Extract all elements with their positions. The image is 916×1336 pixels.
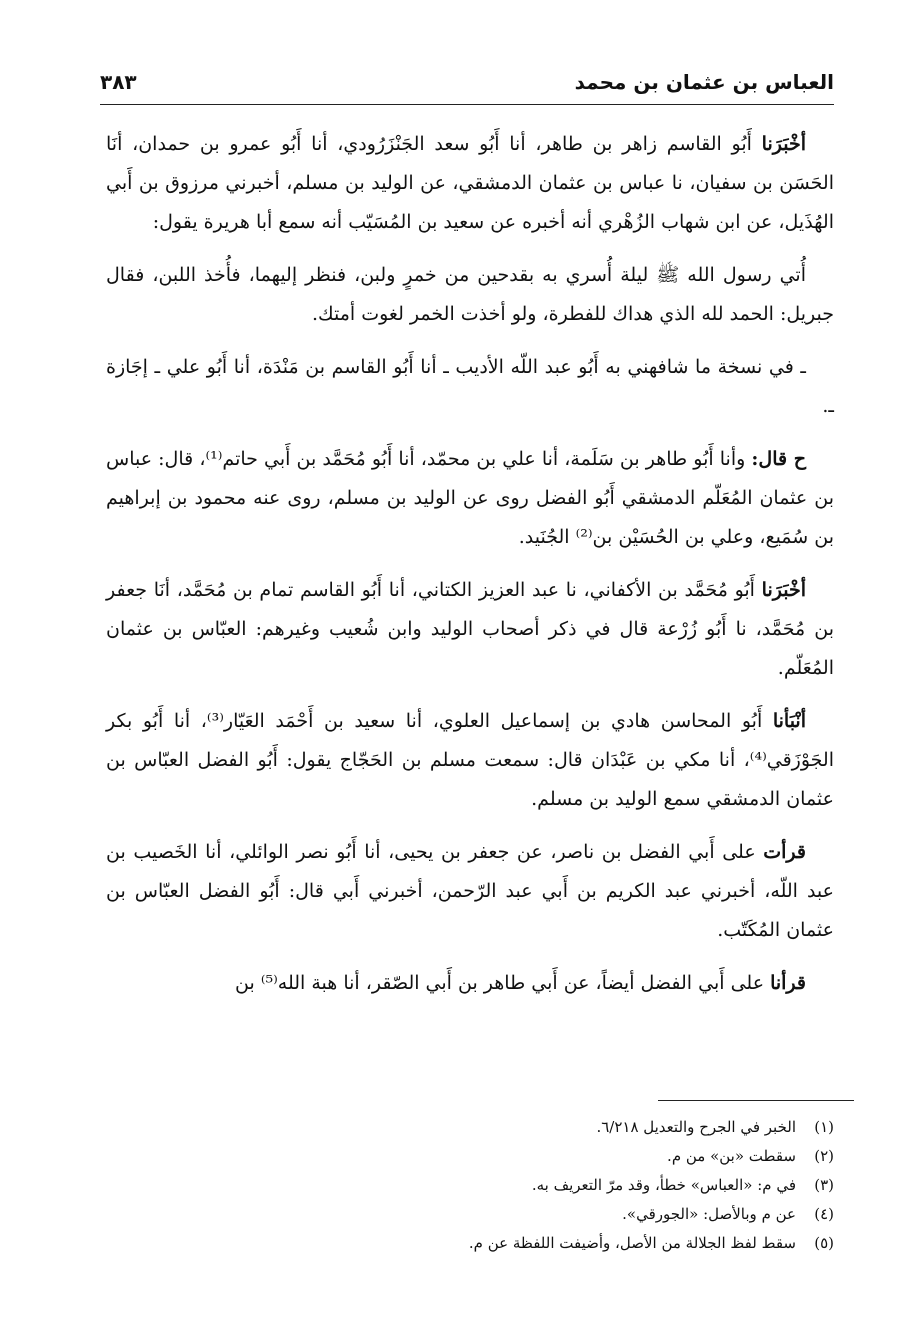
footnote-number: (٤) xyxy=(814,1205,834,1223)
footnote-number: (١) xyxy=(814,1118,834,1136)
paragraph-text: ـ في نسخة ما شافهني به أَبُو عبد اللّه الأديب ـ أنا أَبُو القاسم بن مَنْدَة، أنا أَبُو علي ـ إجَازة ـ. xyxy=(106,356,834,417)
footnote-text: عن م وبالأصل: «الجورقي». xyxy=(622,1205,796,1223)
footnote xyxy=(200,1113,834,1142)
paragraph-lead: أخْبَرَنا xyxy=(761,579,806,601)
footnote-text: سقط لفظ الجلالة من الأصل، وأضيفت اللفظة عن م. xyxy=(468,1234,796,1252)
footnote-number: (٢) xyxy=(814,1147,834,1165)
footnote-separator xyxy=(658,1100,854,1101)
paragraph-text: أُتي رسول الله ﷺ ليلة أُسري به بقدحين من خمرٍ ولبن، فنظر إليهما، فأُخذ اللبن، فقال جبريل: الحمد لله الذي هداك للفطرة، ولو أخذت الخمر لغوت أمتك. xyxy=(106,264,834,325)
paragraph-lead: قرأت xyxy=(763,841,806,863)
paragraph xyxy=(106,964,834,1003)
footnote-number: (٣) xyxy=(814,1176,834,1194)
paragraph xyxy=(106,833,834,950)
footnote-text: في م: «العباس» خطأ، وقد مرّ التعريف به. xyxy=(531,1176,796,1194)
running-title: العباس بن عثمان بن محمد xyxy=(574,70,834,94)
paragraph-lead: أخْبَرَنا xyxy=(761,133,806,155)
footnote-number: (٥) xyxy=(814,1234,834,1252)
main-text xyxy=(106,125,834,1017)
footnotes xyxy=(200,1113,834,1258)
footnote xyxy=(200,1229,834,1258)
page-header xyxy=(100,64,834,105)
paragraph-lead: ح قال: xyxy=(751,448,807,470)
page-number: ٣٨٣ xyxy=(100,70,137,94)
paragraph-lead: أنْبَأنا xyxy=(772,710,806,732)
footnote-text: الخبر في الجرح والتعديل ٦/٢١٨. xyxy=(596,1118,796,1136)
paragraph-lead: قرأنا xyxy=(770,972,806,994)
paragraph-text: على أَبي الفضل أيضاً، عن أَبي طاهر بن أَبي الصّقر، أنا هبة الله⁽⁵⁾ بن xyxy=(235,972,771,994)
footnote xyxy=(200,1200,834,1229)
paragraph-text: أَبُو المحاسن هادي بن إسماعيل العلوي، أنا سعيد بن أَحْمَد العَيّار⁽³⁾، أنا أَبُو بكر الجَوْزَقي⁽⁴⁾، أنا مكي بن عَبْدَان قال: سمعت مسلم بن الحَجّاج يقول: أَبُو الفضل العبّاس بن عثمان الدمشقي سمع الوليد بن مسلم. xyxy=(106,710,834,810)
paragraph xyxy=(106,571,834,688)
paragraph-text: أَبُو مُحَمَّد بن الأكفاني، نا عبد العزيز الكتاني، أنا أَبُو القاسم تمام بن مُحَمَّد، أنَا جعفر بن مُحَمَّد، نا أَبُو زُرْعة قال في ذكر أصحاب الوليد وابن شُعيب وغيرهم: العبّاس بن عثمان المُعَلّم. xyxy=(106,579,834,679)
paragraph-text: على أَبي الفضل بن ناصر، عن جعفر بن يحيى، أنا أَبُو نصر الوائلي، أنا الخَصيب بن عبد اللّه، أخبرني عبد الكريم بن أَبي عبد الرّحمن، أخبرني أَبي قال: أَبُو الفضل العبّاس بن عثمان المُكَتّب. xyxy=(106,841,834,941)
footnote xyxy=(200,1171,834,1200)
paragraph xyxy=(106,348,834,426)
paragraph xyxy=(106,125,834,242)
paragraph xyxy=(106,256,834,334)
paragraph-text: أَبُو القاسم زاهر بن طاهر، أنا أَبُو سعد الجَنْزَرُودي، أنا أَبُو عمرو بن حمدان، أنَا الحَسَن بن سفيان، نا عباس بن عثمان الدمشقي، عن الوليد بن مسلم، أخبرني مرزوق بن أَبي الهُذَيل، عن ابن شهاب الزُهْري أنه أخبره عن سعيد بن المُسَيّب أنه سمع أبا هريرة يقول: xyxy=(106,133,834,233)
paragraph xyxy=(106,702,834,819)
footnote-text: سقطت «بن» من م. xyxy=(667,1147,796,1165)
paragraph xyxy=(106,440,834,557)
paragraph-text: وأنا أَبُو طاهر بن سَلَمة، أنا علي بن محمّد، أنا أَبُو مُحَمَّد بن أَبي حاتم⁽¹⁾، قال: عباس بن عثمان المُعَلّم الدمشقي أَبُو الفضل روى عن الوليد بن مسلم، روى عنه محمود بن إبراهيم بن سُمَيع، وعلي بن الحُسَيْن بن⁽²⁾ الجُنَيد. xyxy=(106,448,834,548)
footnote xyxy=(200,1142,834,1171)
